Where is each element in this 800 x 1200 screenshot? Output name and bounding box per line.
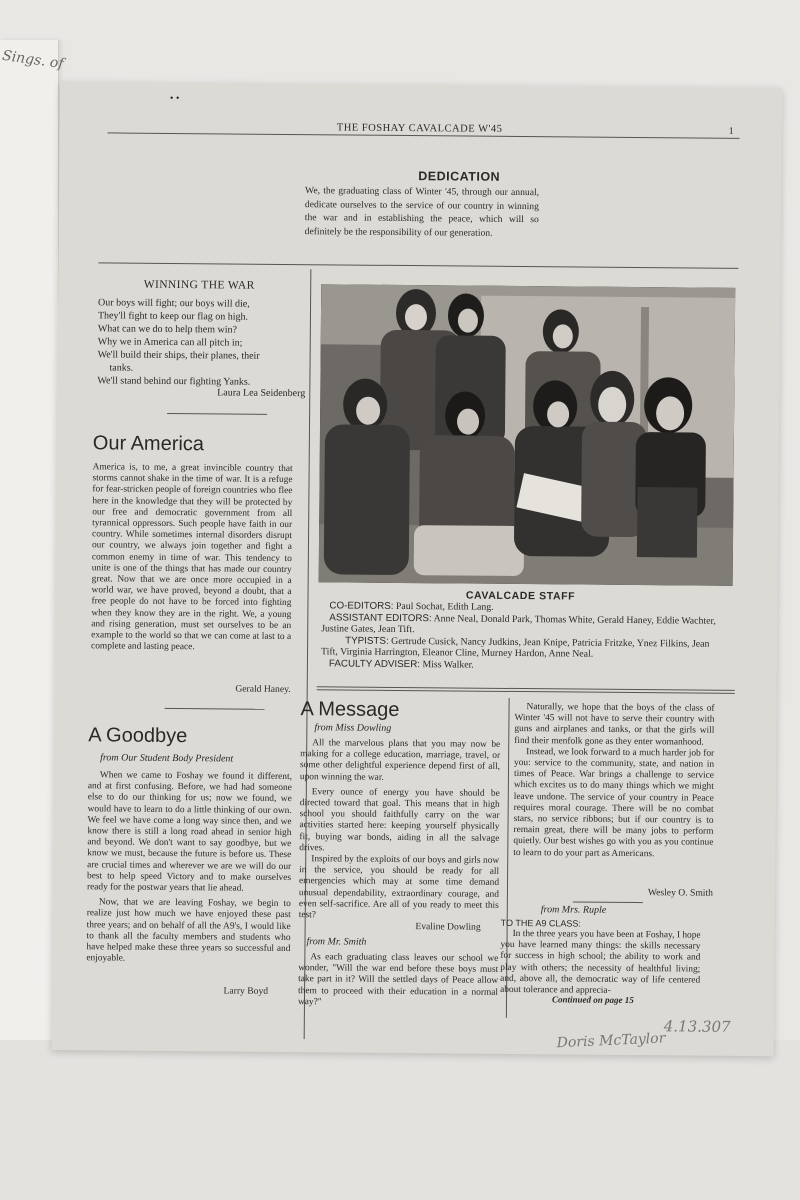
message-text: [299, 738, 501, 923]
faculty-adviser-label: FACULTY ADVISER:: [328, 658, 421, 671]
goodbye-paragraph: When we came to Foshay we found it different, and at first confusing. Before, we had had someone else to do our thinking for us; now we found, we would have to learn to do a little thinking of our own. We feel we have come a long way since then, and we know there is still a long road ahead in senior high and beyond. We don't want to say goodbye, but we know we must, because the future is before us. These are crucial times and wherever we are we will do our best to help speed Victory and to make ourselves ready for the postwar years that lie ahead.: [86, 770, 292, 894]
poem-author: Laura Lea Seidenberg: [217, 387, 306, 400]
smith-paragraph: Naturally, we hope that the boys of the class of Winter '45 will not have to serve their country with guns and airplanes and tanks, or that the girls will find their menfolk gone as they enter womanhood.: [514, 702, 715, 748]
short-divider: [167, 413, 267, 415]
message-paragraph: Every ounce of energy you have should be directed toward that goal. This means that in high school you should faithfully carry on the war activities started here: keeping yourself physically fit, buying war bonds, aiding in all the salvage drives.: [299, 787, 500, 854]
poem-line: tanks.: [109, 362, 134, 374]
goodbye-byline: from Our Student Body President: [100, 752, 234, 765]
section-rule: [98, 262, 738, 269]
ruple-salutation: TO THE A9 CLASS:: [500, 917, 581, 929]
owner-signature: Doris McTaylor: [556, 1030, 666, 1052]
our-america-text: America is, to me, a great invincible country that storms cannot shake in the time of war. It is a refuge for fear-stricken people of foreign countries who flee here in the knowledge that they will be protected by our free and democratic government from all tyrannical oppressors. Such people have faith in our country. While sometimes internal disorders disrupt our country, we always join together and fight a common enemy in time of war. This tendency to unite is one of the things that has made our country great. Now that we are once more occupied in a world war, we have proved, beyond a doubt, that a free people do not have to be forced into fighting when they know they are in the right. We, a young and rising generation, must set ourselves to be an example to the world so that we can come at last to a complete and lasting peace.: [91, 462, 293, 653]
pencil-price: 4.13.307: [663, 1017, 731, 1036]
yearbook-page: [52, 82, 782, 1056]
coeditors-label: CO-EDITORS:: [329, 600, 394, 612]
poem-line: Our boys will fight; our boys will die,: [98, 297, 250, 310]
dedication-heading: DEDICATION: [418, 169, 501, 184]
our-america-author: Gerald Haney.: [235, 683, 291, 696]
typists-label: TYPISTS:: [345, 635, 389, 647]
ruple-byline: from Mrs. Ruple: [540, 904, 607, 916]
poem: [97, 296, 306, 389]
staff-photo: [319, 284, 736, 586]
typists-names: Gertrude Cusick, Nancy Judkins, Jean Knipe, Patricia Fritzke, Ynez Filkins, Jean Tift, Virginia Harrington, Eleanor Cline, Murney Hardon, Anne Neal.: [320, 635, 710, 661]
short-divider: [165, 708, 265, 710]
goodbye-author: Larry Boyd: [223, 985, 269, 997]
message-byline: from Miss Dowling: [314, 722, 392, 734]
smith-author: Wesley O. Smith: [647, 887, 713, 899]
poem-line: What can we do to help them win?: [97, 323, 238, 336]
assistant-editors-label: ASSISTANT EDITORS:: [329, 611, 432, 624]
page-number: 1: [728, 125, 734, 137]
smith-paragraph: Instead, we look forward to a much harder job for you: service to the community, state, and nation in times of Peace. War brings a challenge to service which excites us to do many things which we might leave undone. The service of your country in Peace requires moral courage. There will be no combat stars, no service ribbons; but if our country is to remain great, there will be many jobs to perform quietly. Our best wishes go with you as you continue to learn to do your part as Americans.: [513, 746, 715, 859]
goodbye-text: [86, 770, 292, 966]
back-sheet-scribble: Sings. of: [1, 47, 65, 73]
smith-text: As each graduating class leaves our school we wonder, "Will the war end before these boys must take part in it? Will the settled days of Peace allow them to proceed with their education in a normal way?": [297, 952, 499, 1008]
goodbye-paragraph: Now, that we are leaving Foshay, we begin to realize just how much we have enjoyed these past three years; and on behalf of all the A9's, I would like to thank all the faculty members and students who have helped make these three years so successful and enjoyable.: [86, 897, 291, 964]
poem-line: Why we in America can all pitch in;: [97, 336, 243, 349]
header-title: THE FOSHAY CAVALCADE W'45: [336, 122, 503, 135]
top-dots: • •: [169, 92, 180, 105]
smith-byline: from Mr. Smith: [306, 936, 367, 948]
previous-page-edge: [0, 40, 59, 1050]
poem-title: WINNING THE WAR: [143, 278, 255, 292]
continued-note: Continued on page 15: [551, 994, 634, 1006]
assistant-editors-names: Anne Neal, Donald Park, Thomas White, Gerald Haney, Eddie Wachter, Justine Gates, Jean Tift.: [321, 612, 716, 636]
poem-line: We'll build their ships, their planes, their: [97, 349, 260, 362]
table-surface: [0, 1040, 800, 1200]
coeditors-names: Paul Sochat, Edith Lang.: [395, 600, 494, 613]
message-author: Evaline Dowling: [415, 921, 481, 933]
poem-line: We'll stand behind our fighting Yanks.: [97, 375, 251, 388]
message-heading: A Message: [300, 698, 400, 721]
staff-list: [321, 600, 722, 673]
message-paragraph: All the marvelous plans that you may now be making for a college education, marriage, travel, or some other delightful experience depend first of all, upon winning the war.: [299, 738, 501, 783]
faculty-adviser-name: Miss Walker.: [422, 659, 474, 671]
poem-line: They'll fight to keep our flag on high.: [97, 310, 249, 323]
short-divider: [573, 902, 643, 904]
smith-continued-text: [513, 702, 714, 861]
our-america-heading: Our America: [92, 432, 205, 456]
message-paragraph: Inspired by the exploits of our boys and girls now in the service, you should be ready for all emergencies which may at some time demand unusual dependability, extraordinary courage, and even self-sacrifice. Are all of you ready to meet this test?: [298, 854, 500, 921]
staff-photo-illustration: [319, 284, 736, 586]
ruple-text: In the three years you have been at Foshay, I hope you have learned many things: the skills necessary for success in high school; the ability to work and play with others; the necessity of healthful living; and, above all, the democratic way of life centered about tolerance and apprecia-: [500, 928, 701, 996]
staff-heading: CAVALCADE STAFF: [465, 589, 576, 603]
goodbye-heading: A Goodbye: [88, 724, 188, 748]
dedication-text: We, the graduating class of Winter '45, through our annual, dedicate ourselves to the service of our country in winning the war and in establishing the peace, which will so definitely be the responsibility of our generation.: [304, 185, 540, 239]
